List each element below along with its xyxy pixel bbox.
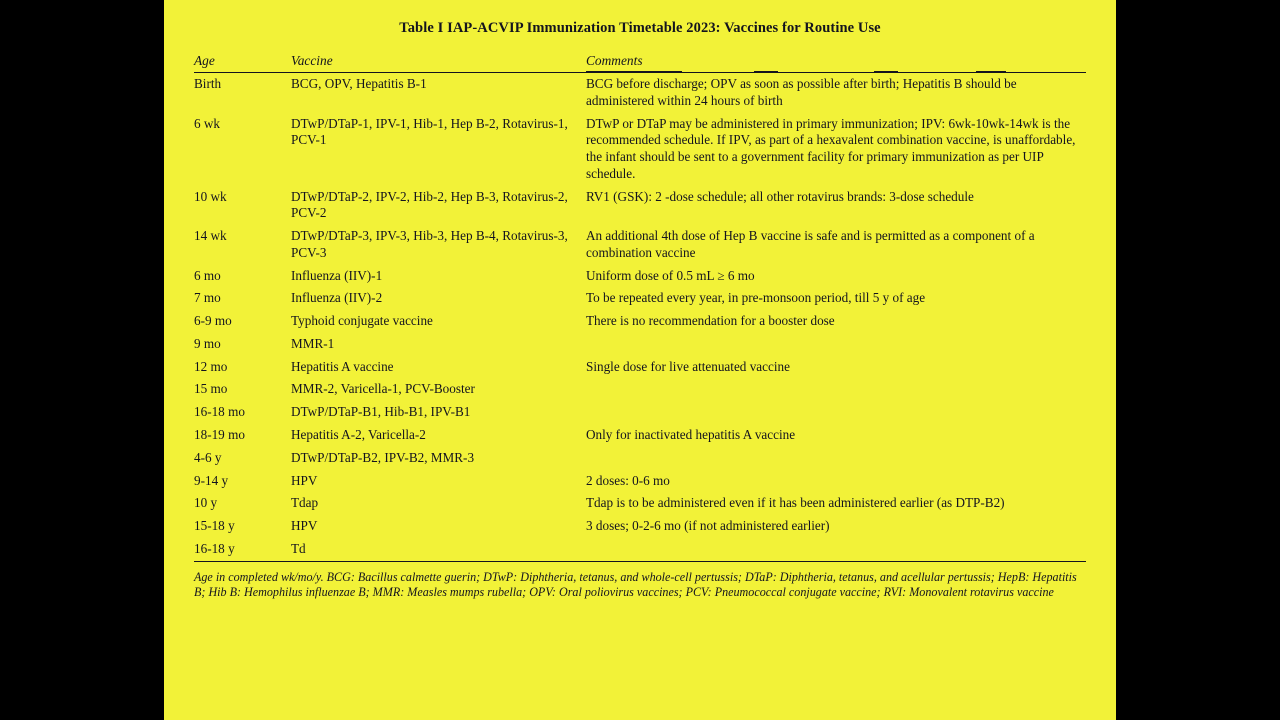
column-header-vaccine: Vaccine	[291, 49, 586, 73]
cell-comments: Tdap is to be administered even if it has been administered earlier (as DTP-B2)	[586, 495, 1005, 511]
cell-comments	[586, 333, 1086, 356]
cell-age: 6-9 mo	[194, 313, 232, 329]
table-row	[194, 447, 1086, 470]
header-dashed-rule	[586, 71, 1086, 72]
document-page	[164, 0, 1116, 720]
page-title: Table I IAP-ACVIP Immunization Timetable 2023: Vaccines for Routine Use	[399, 20, 881, 36]
cell-age: 16-18 mo	[194, 404, 245, 420]
cell-comments: DTwP or DTaP may be administered in primary immunization; IPV: 6wk-10wk-14wk is the recommended schedule. If IPV, as part of a hexavalent combination vaccine, is unaffordable, the infant should be sent to a government facility for primary immunization as per UIP schedule.	[586, 115, 1076, 181]
column-header-age: Age	[194, 49, 291, 73]
cell-comments	[586, 538, 1086, 561]
table-row	[194, 470, 1086, 493]
table-row	[194, 424, 1086, 447]
cell-comments: RV1 (GSK): 2 -dose schedule; all other rotavirus brands: 3-dose schedule	[586, 188, 974, 204]
cell-age: 10 y	[194, 495, 218, 511]
table-row	[194, 113, 1086, 186]
cell-vaccine: HPV	[291, 472, 318, 488]
table-row	[194, 186, 1086, 226]
cell-vaccine: DTwP/DTaP-2, IPV-2, Hib-2, Hep B-3, Rotavirus-2, PCV-2	[291, 188, 568, 221]
table-header	[194, 49, 1086, 73]
cell-age: 9-14 y	[194, 472, 229, 488]
cell-vaccine: Influenza (IIV)-1	[291, 267, 383, 283]
cell-age: 7 mo	[194, 290, 221, 306]
table-body	[194, 73, 1086, 562]
cell-age: 4-6 y	[194, 449, 222, 465]
table-footnote: Age in completed wk/mo/y. BCG: Bacillus calmette guerin; DTwP: Diphtheria, tetanus, and whole-cell pertussis; DTaP: Diphtheria, tetanus, and acellular pertussis; HepB: Hepatitis B; Hib B: Hemophilus influenzae B; MMR: Measles mumps rubella; OPV: Oral poliovirus vaccines; PCV: Pneumococcal conjugate vaccine; RVI: Monovalent rotavirus vaccine	[194, 569, 1077, 600]
cell-age: 15 mo	[194, 381, 228, 397]
cell-vaccine: BCG, OPV, Hepatitis B-1	[291, 76, 427, 91]
table-row	[194, 401, 1086, 424]
cell-age: 6 mo	[194, 267, 221, 283]
cell-vaccine: MMR-1	[291, 335, 335, 351]
table-row	[194, 538, 1086, 561]
cell-comments: BCG before discharge; OPV as soon as possible after birth; Hepatitis B should be administered within 24 hours of birth	[586, 76, 1017, 108]
cell-vaccine: DTwP/DTaP-1, IPV-1, Hib-1, Hep B-2, Rotavirus-1, PCV-1	[291, 115, 568, 148]
cell-vaccine: Hepatitis A-2, Varicella-2	[291, 427, 426, 443]
table-row	[194, 225, 1086, 265]
cell-vaccine: HPV	[291, 518, 318, 534]
cell-age: 14 wk	[194, 228, 227, 244]
cell-vaccine: Tdap	[291, 495, 319, 511]
cell-vaccine: MMR-2, Varicella-1, PCV-Booster	[291, 381, 475, 397]
cell-comments: There is no recommendation for a booster dose	[586, 313, 835, 329]
cell-vaccine: DTwP/DTaP-B2, IPV-B2, MMR-3	[291, 449, 475, 465]
cell-age: 18-19 mo	[194, 427, 245, 443]
table-row	[194, 73, 1086, 113]
cell-vaccine: Influenza (IIV)-2	[291, 290, 383, 306]
cell-vaccine: Typhoid conjugate vaccine	[291, 313, 433, 329]
column-header-comments	[586, 49, 1086, 73]
cell-comments: Uniform dose of 0.5 mL ≥ 6 mo	[586, 267, 755, 283]
cell-age: 6 wk	[194, 115, 221, 131]
table-row	[194, 287, 1086, 310]
immunization-timetable	[194, 49, 1086, 562]
cell-vaccine: Hepatitis A vaccine	[291, 358, 394, 374]
cell-age: 16-18 y	[194, 540, 235, 556]
cell-comments	[586, 401, 1086, 424]
table-row	[194, 515, 1086, 538]
cell-comments: 2 doses: 0-6 mo	[586, 472, 670, 488]
cell-vaccine: DTwP/DTaP-B1, Hib-B1, IPV-B1	[291, 404, 471, 420]
cell-age: 15-18 y	[194, 518, 235, 534]
cell-age: 12 mo	[194, 358, 228, 374]
cell-age: 10 wk	[194, 188, 227, 204]
cell-vaccine: DTwP/DTaP-3, IPV-3, Hib-3, Hep B-4, Rotavirus-3, PCV-3	[291, 228, 568, 260]
cell-comments: Single dose for live attenuated vaccine	[586, 358, 790, 374]
table-row	[194, 265, 1086, 288]
cell-comments: Only for inactivated hepatitis A vaccine	[586, 427, 796, 443]
table-row	[194, 378, 1086, 401]
table-row	[194, 492, 1086, 515]
column-header-comments-label: Comments	[586, 53, 643, 68]
table-row	[194, 356, 1086, 379]
table-row	[194, 333, 1086, 356]
cell-comments: 3 doses; 0-2-6 mo (if not administered earlier)	[586, 518, 830, 534]
cell-comments: To be repeated every year, in pre-monsoon period, till 5 y of age	[586, 290, 926, 306]
table-row	[194, 310, 1086, 333]
table-bottom-rule	[194, 561, 1086, 562]
cell-age: Birth	[194, 76, 222, 91]
cell-vaccine: Td	[291, 540, 306, 556]
cell-comments: An additional 4th dose of Hep B vaccine is safe and is permitted as a component of a combination vaccine	[586, 228, 1035, 260]
cell-age: 9 mo	[194, 335, 221, 351]
cell-comments	[586, 447, 1086, 470]
cell-comments	[586, 378, 1086, 401]
